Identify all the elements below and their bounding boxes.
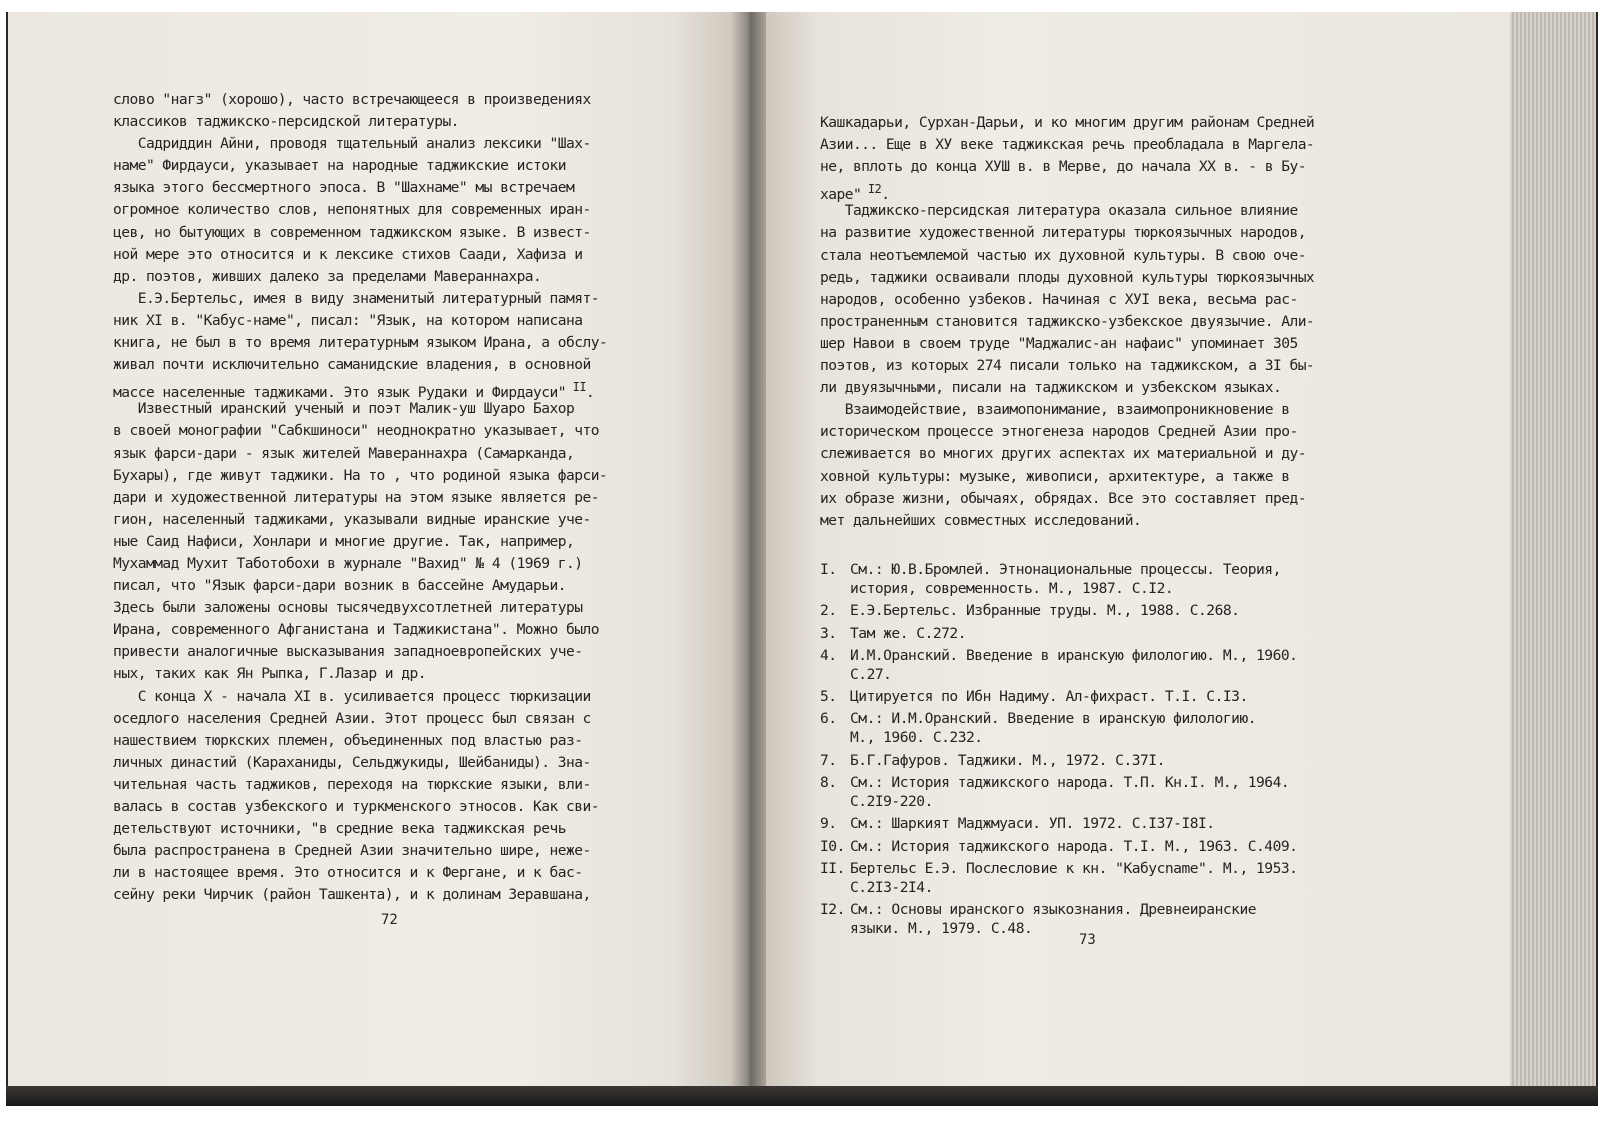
text-line: шер Навои в своем труде "Маджалис-ан нафаис" упоминает 305 <box>820 334 1298 352</box>
footnote-text: И.М.Оранский. Введение в иранскую филологию. М., 1960. С.27. <box>850 646 1298 683</box>
text-line: наме" Фирдауси, указывает на народные таджикские истоки <box>113 157 566 175</box>
text-line: массе населенные таджиками. Это язык Рудаки и Фирдауси" $^{II}$. <box>113 380 595 402</box>
text-line: пространенным становится таджикско-узбекское двуязычие. Али- <box>820 312 1315 330</box>
footnote-item <box>820 751 1297 770</box>
text-line: личных династий (Караханиды, Сельджукиды, Шейбаниды). Зна- <box>113 753 591 771</box>
page-edges <box>1510 12 1596 1086</box>
footnote-item <box>820 624 1297 643</box>
book-gutter <box>732 12 766 1086</box>
footnote-number: 9. <box>820 815 837 833</box>
text-line: редь, таджики осваивали плоды духовной культуры тюркоязычных <box>820 268 1315 286</box>
text-line: историческом процессе этногенеза народов Средней Азии про- <box>820 423 1298 441</box>
footnote-number: 7. <box>820 751 837 769</box>
text-line: ной мере это относится и к лексике стихов Саади, Хафиза и <box>113 245 583 263</box>
text-line: ховной культуры: музыке, живописи, архитектуре, а также в <box>820 467 1290 485</box>
text-line: язык фарси-дари - язык жителей Мавераннахра (Самарканда, <box>113 444 575 462</box>
text-line: Таджикско-персидская литература оказала сильное влияние <box>820 202 1298 220</box>
text-line: на развитие художественной литературы тюркоязычных народов, <box>820 224 1306 242</box>
footnote-item <box>820 709 1297 747</box>
footnote-number: 3. <box>820 624 837 642</box>
footnote-number: I0. <box>820 837 845 855</box>
text-line: Здесь были заложены основы тысячедвухсотлетней литературы <box>113 599 583 617</box>
footnote-number: 4. <box>820 646 837 664</box>
text-line: языка этого бессмертного эпоса. В "Шахнаме" мы встречаем <box>113 179 575 197</box>
text-line: ник XI в. "Кабус-наме", писал: "Язык, на котором написана <box>113 311 583 329</box>
page-number-left: 72 <box>381 912 398 928</box>
left-page-text <box>113 89 607 906</box>
footnote-item <box>820 687 1297 706</box>
footnote-number: 8. <box>820 774 837 792</box>
text-line: Бухары), где живут таджики. На то , что родиной языка фарси- <box>113 466 608 484</box>
footnote-number: 5. <box>820 688 837 706</box>
text-line: их образе жизни, обычаях, обрядах. Все это составляет пред- <box>820 489 1306 507</box>
text-line: Е.Э.Бертельс, имея в виду знаменитый литературный памят- <box>113 289 599 307</box>
footnote-text: См.: И.М.Оранский. Введение в иранскую филологию. М., 1960. С.232. <box>850 710 1257 747</box>
text-line: сейну реки Чирчик (район Ташкента), и к долинам Зеравшана, <box>113 886 591 904</box>
text-line: стала неотъемлемой частью их духовной культуры. В свою оче- <box>820 246 1306 264</box>
text-line: слово "нагз" (хорошо), часто встречающееся в произведениях <box>113 91 591 108</box>
text-line: мет дальнейших совместных исследований. <box>820 511 1142 529</box>
footnote-trailing-dot: . <box>881 186 890 204</box>
text-line: в своей монографии "Сабкшиноси" неоднократно указывает, что <box>113 422 599 440</box>
footnote-text: Цитируется по Ибн Надиму. Ал-фихраст. Т.I. С.I3. <box>850 688 1248 706</box>
text-line: писал, что "Язык фарси-дари возник в бассейне Амударьи. <box>113 577 566 595</box>
footnote-item <box>820 837 1297 856</box>
page-number-right: 73 <box>1079 932 1096 948</box>
text-line: книга, не был в то время литературным языком Ирана, а обслу- <box>113 334 608 352</box>
text-line: гион, населенный таджиками, указывали видные иранские уче- <box>113 510 591 528</box>
text-line: поэтов, из которых 274 писали только на таджикском, а 3I бы- <box>820 357 1315 375</box>
footnote-item <box>820 859 1297 897</box>
text-line: Садриддин Айни, проводя тщательный анализ лексики "Шах- <box>113 135 591 153</box>
footnote-reference: II <box>566 380 587 395</box>
footnote-text: Там же. С.272. <box>850 624 967 642</box>
text-line: валась в состав узбекского и туркменского этносов. Как сви- <box>113 798 599 815</box>
text-line: харе" $^{I2}$. <box>820 182 890 204</box>
text-line: народов, особенно узбеков. Начиная с XУI века, весьма рас- <box>820 290 1298 308</box>
text-line: ли в настоящее время. Это относится и к Фергане, и к бас- <box>113 864 583 882</box>
right-page-text <box>820 112 1314 532</box>
footnote-item <box>820 773 1297 811</box>
footnote-number: 2. <box>820 602 837 620</box>
footnote-text: См.: Шаркият Маджмуаси. УП. 1972. С.I37-I8I. <box>850 815 1215 833</box>
footnote-reference: I2 <box>861 182 882 197</box>
text-line: Кашкадарьи, Сурхан-Дарьи, и ко многим другим районам Средней <box>820 114 1315 131</box>
bottom-shadow <box>6 1086 1598 1106</box>
footnote-number: I2. <box>820 901 845 919</box>
text-line: ли двуязычными, писали на таджикском и узбекском языках. <box>820 379 1282 397</box>
footnotes <box>820 560 1297 942</box>
text-line: Взаимодействие, взаимопонимание, взаимопроникновение в <box>820 401 1290 419</box>
footnote-text: Бертельс Е.Э. Послесловие к кн. "Кабусname". М., 1953. С.2I3-2I4. <box>850 859 1298 896</box>
footnote-trailing-dot: . <box>586 384 595 402</box>
text-line: ных, таких как Ян Рыпка, Г.Лазар и др. <box>113 665 426 683</box>
text-line: живал почти исключительно саманидские владения, в основной <box>113 356 591 374</box>
text-line: цев, но бытующих в современном таджикском языке. В извест- <box>113 223 591 241</box>
footnote-number: 6. <box>820 710 837 728</box>
footnote-item <box>820 814 1297 833</box>
footnote-text: Б.Г.Гафуров. Таджики. М., 1972. С.37I. <box>850 751 1165 769</box>
text-line: др. поэтов, живших далеко за пределами Мавераннахра. <box>113 267 542 285</box>
text-line: Мухаммад Мухит Таботобохи в журнале "Вахид" № 4 (1969 г.) <box>113 554 583 572</box>
text-line: ные Саид Нафиси, Хонлари и многие другие. Так, например, <box>113 532 575 550</box>
text-line: была распространена в Средней Азии значительно шире, нежe- <box>113 842 591 860</box>
footnote-text: См.: История таджикского народа. Т.I. М., 1963. С.409. <box>850 837 1298 855</box>
footnote-text: Е.Э.Бертельс. Избранные труды. М., 1988. С.268. <box>850 602 1240 620</box>
text-line: нашествием тюркских племен, объединенных под властью раз- <box>113 731 583 749</box>
footnote-item <box>820 900 1297 938</box>
footnote-number: II. <box>820 859 845 877</box>
text-line: привести аналогичные высказывания западноевропейских уче- <box>113 643 583 661</box>
footnote-item <box>820 646 1297 684</box>
footnote-text: См.: История таджикского народа. Т.П. Кн.I. М., 1964. С.2I9-220. <box>850 774 1290 811</box>
text-line: Известный иранский ученый и поэт Малик-уш Шуаро Бахор <box>113 400 575 418</box>
footnote-text: См.: Ю.В.Бромлей. Этнонациональные процессы. Теория, история, современность. М., 1987. С.I2. <box>850 561 1281 597</box>
text-line: чительная часть таджиков, переходя на тюркские языки, вли- <box>113 775 591 793</box>
text-line: классиков таджикско-персидской литературы. <box>113 113 459 131</box>
text-line: Ирана, современного Афганистана и Таджикистана". Можно было <box>113 621 599 639</box>
text-line: С конца X - начала XI в. усиливается процесс тюркизации <box>113 687 591 705</box>
text-line: слеживается во многих других аспектах их материальной и ду- <box>820 445 1306 463</box>
text-line: Азии... Еще в XУ веке таджикская речь преобладала в Маргела- <box>820 136 1315 154</box>
footnote-item <box>820 560 1297 598</box>
footnote-item <box>820 601 1297 620</box>
text-line: дари и художественной литературы на этом языке является ре- <box>113 488 599 506</box>
text-line: не, вплоть до конца ХУШ в. в Мерве, до начала XX в. - в Бу- <box>820 158 1306 176</box>
text-line: огромное количество слов, непонятных для современных иран- <box>113 201 591 219</box>
footnote-text: См.: Основы иранского языкознания. Древнеиранские языки. М., 1979. С.48. <box>850 901 1257 938</box>
text-line: оседлого населения Средней Азии. Этот процесс был связан с <box>113 709 591 727</box>
text-line: детельствуют источники, "в средние века таджикская речь <box>113 820 566 838</box>
footnote-number: I. <box>820 561 837 578</box>
